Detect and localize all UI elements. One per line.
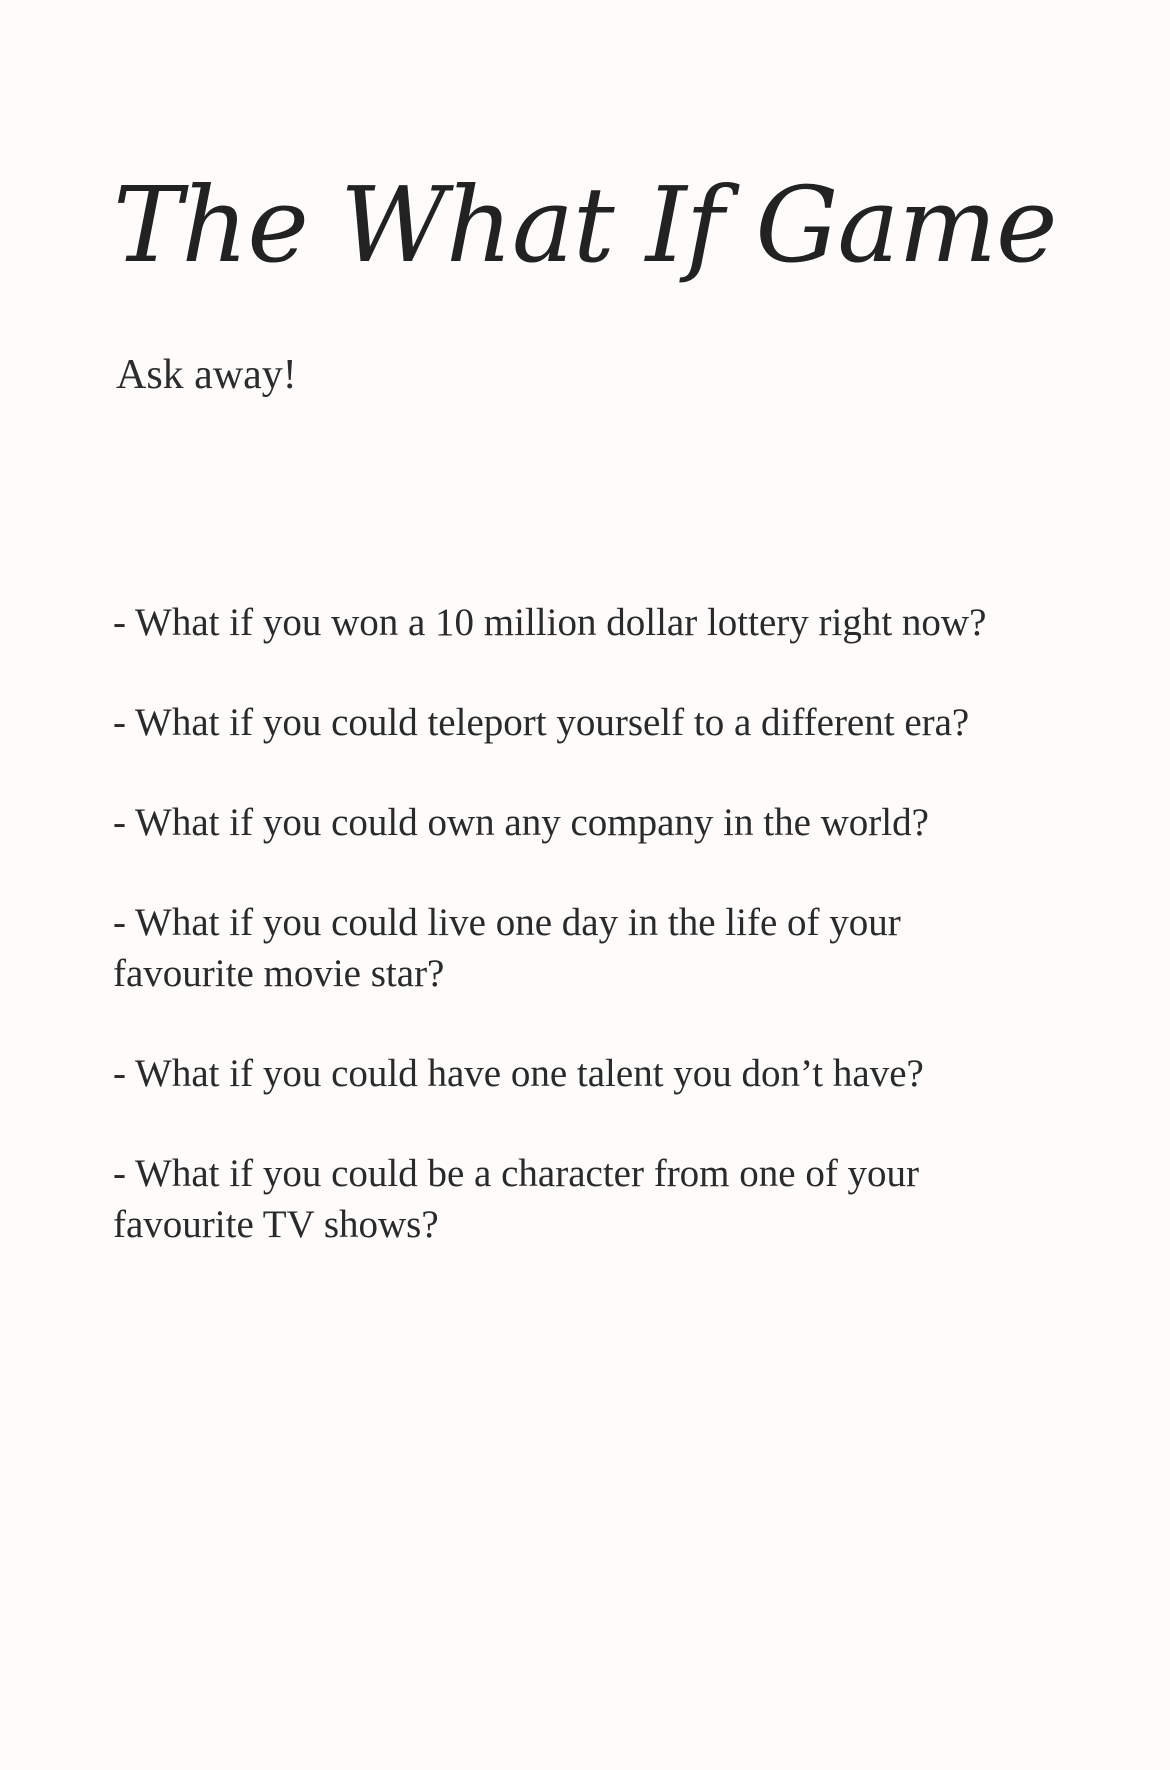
- question-text: What if you won a 10 million dollar lottery right now?: [135, 601, 987, 644]
- list-dash: -: [113, 901, 136, 944]
- question-item: [113, 1048, 1063, 1099]
- question-text-continued: favourite TV shows?: [113, 1203, 439, 1246]
- list-dash: -: [113, 701, 136, 744]
- question-item: [113, 697, 1063, 748]
- question-item: [113, 797, 1063, 848]
- question-list: [113, 597, 1063, 1299]
- list-dash: -: [113, 601, 136, 644]
- list-dash: -: [113, 1152, 136, 1195]
- question-text: What if you could live one day in the life of your: [135, 901, 901, 944]
- page-subtitle: Ask away!: [116, 352, 297, 398]
- question-text: What if you could own any company in the world?: [135, 801, 929, 844]
- question-text: What if you could teleport yourself to a different era?: [135, 701, 970, 744]
- list-dash: -: [113, 801, 136, 844]
- question-text: What if you could be a character from one of your: [135, 1152, 920, 1195]
- list-dash: -: [113, 1052, 136, 1095]
- question-text-continued: favourite movie star?: [113, 952, 445, 995]
- question-item: [113, 897, 1063, 999]
- question-item: [113, 1148, 1063, 1250]
- page-title: The What If Game: [113, 164, 1057, 286]
- question-text: What if you could have one talent you don’t have?: [135, 1052, 924, 1095]
- question-item: [113, 597, 1063, 648]
